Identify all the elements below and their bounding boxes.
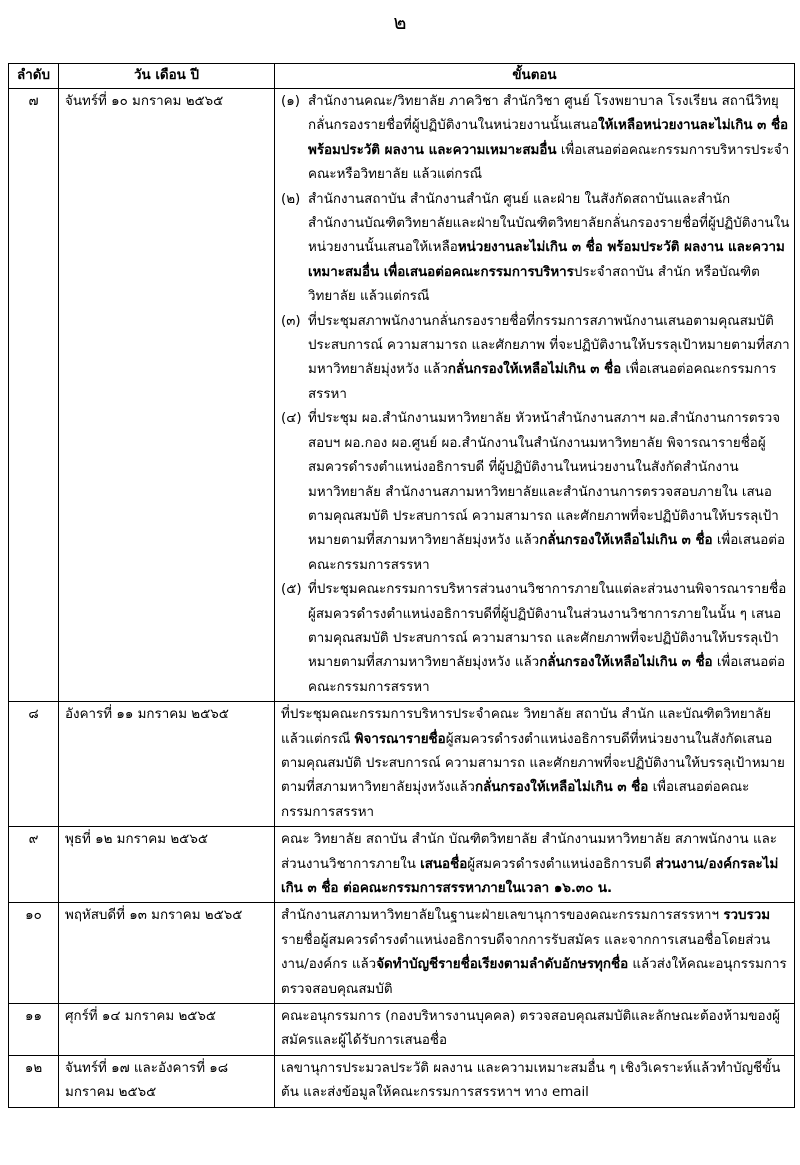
step-item	[281, 90, 790, 188]
step-item	[281, 828, 790, 901]
step-item-label: (๓)	[281, 313, 301, 329]
step-text: คณะอนุกรรมการ (กองบริหารงานบุคคล) ตรวจสอบคุณสมบัติและลักษณะต้องห้ามของผู้สมัครและผู้ได้รับการเสนอชื่อ	[281, 1009, 780, 1049]
step-text: ที่ประชุมคณะกรรมการบริหารส่วนงานวิชาการภายในแต่ละส่วนงานพิจารณารายชื่อผู้สมควรดำรงตำแหน่งอธิการบดีที่ผู้ปฏิบัติงานในส่วนงานวิชาการภายในนั้น ๆ เสนอตามคุณสมบัติ ประสบการณ์ ความสามารถ และศักยภาพที่จะปฏิบัติงานให้บรรลุเป้าหมายตามที่สภามหาวิทยาลัยมุ่งหวัง แล้ว	[308, 582, 787, 671]
step-item-label: (๑)	[281, 94, 300, 109]
step-text-emphasis: พิจารณารายชื่อ	[354, 731, 446, 747]
row-step-description	[275, 903, 795, 1004]
page-number: ๒	[393, 10, 407, 34]
step-text: ที่ประชุม ผอ.สำนักงานมหาวิทยาลัย หัวหน้าสำนักงานสภาฯ ผอ.สำนักงานการตรวจสอบฯ ผอ.กอง ผอ.ศูนย์ ผอ.สำนักงานในสำนักงานมหาวิทยาลัย พิจารณารายชื่อผู้สมควรดำรงตำแหน่งอธิการบดี ที่ผู้ปฏิบัติงานในหน่วยงานในสังกัดสำนักงานมหาวิทยาลัย สำนักงานสภามหาวิทยาลัยและสำนักงานการตรวจสอบภายใน เสนอตามคุณสมบัติ ประสบการณ์ ความสามารถ และศักยภาพที่จะปฏิบัติงานให้บรรลุเป้าหมายตามที่สภามหาวิทยาลัยมุ่งหวัง แล้ว	[308, 411, 781, 549]
step-text: สำนักงานสภามหาวิทยาลัยในฐานะฝ่ายเลขานุการของคณะกรรมการสรรหาฯ	[281, 908, 724, 924]
step-item	[281, 188, 790, 310]
step-text-emphasis: กลั่นกรองให้เหลือไม่เกิน ๓ ชื่อ	[474, 780, 649, 796]
step-text: เพื่อเสนอต่อคณะกรรมการสรรหา	[281, 780, 750, 820]
header-date: วัน เดือน ปี	[59, 64, 275, 89]
step-text-emphasis: กลั่นกรองให้เหลือไม่เกิน ๓ ชื่อ	[447, 362, 622, 378]
step-text: รายชื่อผู้สมควรดำรงตำแหน่งอธิการบดีจากการรับสมัคร และจากการเสนอชื่อโดยส่วนงาน/องค์กร แล้ว	[281, 932, 771, 973]
row-step-description	[275, 89, 795, 702]
step-text-emphasis: รวบรวม	[723, 908, 771, 924]
row-order-number: ๑๑	[9, 1004, 59, 1056]
row-order-number: ๑๒	[9, 1055, 59, 1107]
step-item-label: (๕)	[281, 582, 302, 598]
step-item	[281, 578, 790, 700]
step-text: สำนักงานสถาบัน สำนักงานสำนัก ศูนย์ และฝ่าย ในสังกัดสถาบันและสำนัก สำนักงานบัณฑิตวิทยาลัยและฝ่ายในบัณฑิตวิทยาลัยกลั่นกรองรายชื่อที่ผู้ปฏิบัติงานในหน่วยงานนั้นเสนอให้เหลือ	[308, 191, 790, 256]
header-order: ลำดับ	[9, 64, 59, 89]
row-order-number: ๘	[9, 702, 59, 827]
step-text: ผู้สมควรดำรงตำแหน่งอธิการบดีที่หน่วยงานในสังกัดเสนอตามคุณสมบัติ ประสบการณ์ ความสามารถ และศักยภาพที่จะปฏิบัติงานให้บรรลุเป้าหมายตามที่สภามหาวิทยาลัยมุ่งหวังแล้ว	[281, 731, 785, 796]
step-item	[281, 904, 790, 1002]
row-step-description	[275, 1004, 795, 1056]
step-text-emphasis: ส่วนงาน/องค์กรละไม่เกิน ๓ ชื่อ ต่อคณะกรรมการสรรหาภายในเวลา ๑๖.๓๐ น.	[281, 856, 779, 896]
table-row	[9, 702, 795, 827]
step-text: คณะ วิทยาลัย สถาบัน สำนัก บัณฑิตวิทยาลัย สำนักงานมหาวิทยาลัย สภาพนักงาน และส่วนงานวิชาการภายใน	[281, 832, 777, 872]
step-text-emphasis: จัดทำบัญชีรายชื่อเรียงตามลำดับอักษรทุกชื่อ	[376, 957, 629, 973]
step-text: เลขานุการประมวลประวัติ ผลงาน และความเหมาะสมอื่น ๆ เชิงวิเคราะห์แล้วทำบัญชีขั้นต้น และส่งข้อมูลให้คณะกรรมการสรรหาฯ ทาง email	[281, 1060, 781, 1101]
row-date: อังคารที่ ๑๑ มกราคม ๒๕๖๕	[59, 702, 275, 827]
row-date: จันทร์ที่ ๑๗ และอังคารที่ ๑๘ มกราคม ๒๕๖๕	[59, 1055, 275, 1107]
row-order-number: ๑๐	[9, 903, 59, 1004]
step-text: เพื่อเสนอต่อคณะกรรมการสรรหา	[308, 655, 785, 695]
step-text: เพื่อเสนอต่อคณะกรรมการสรรหา	[308, 362, 777, 402]
step-item	[281, 703, 790, 825]
row-order-number: ๗	[9, 89, 59, 702]
step-text: แล้วส่งให้คณะอนุกรรมการตรวจสอบคุณสมบัติ	[281, 957, 787, 997]
step-text-emphasis: ให้เหลือหน่วยงานละไม่เกิน ๓ ชื่อ พร้อมประวัติ ผลงาน และความเหมาะสมอื่น	[308, 118, 789, 158]
table-row	[9, 1004, 795, 1056]
step-text: ผู้สมควรดำรงตำแหน่งอธิการบดี	[467, 856, 656, 872]
step-item	[281, 407, 790, 578]
table-row	[9, 827, 795, 903]
step-text-emphasis: หน่วยงานละไม่เกิน ๓ ชื่อ พร้อมประวัติ ผลงาน และความเหมาะสมอื่น เพื่อเสนอต่อคณะกรรมการบริหาร	[308, 240, 785, 280]
row-date: จันทร์ที่ ๑๐ มกราคม ๒๕๖๕	[59, 89, 275, 702]
step-item-label: (๔)	[281, 411, 302, 427]
step-item	[281, 1005, 790, 1054]
step-text: ที่ประชุมคณะกรรมการบริหารประจำคณะ วิทยาลัย สถาบัน สำนัก และบัณฑิตวิทยาลัย แล้วแต่กรณี	[281, 707, 772, 747]
step-item	[281, 310, 790, 408]
row-step-description	[275, 702, 795, 827]
step-text: สำนักงานคณะ/วิทยาลัย ภาควิชา สำนักวิชา ศูนย์ โรงพยาบาล โรงเรียน สถานีวิทยุ กลั่นกรองรายชื่อที่ผู้ปฏิบัติงานในหน่วยงานนั้นเสนอ	[308, 94, 779, 134]
step-item-label: (๒)	[281, 191, 301, 207]
table-row	[9, 89, 795, 702]
step-text-emphasis: กลั่นกรองให้เหลือไม่เกิน ๓ ชื่อ	[539, 533, 713, 549]
row-date: พฤหัสบดีที่ ๑๓ มกราคม ๒๕๖๕	[59, 903, 275, 1004]
step-item	[281, 1057, 790, 1106]
row-date: ศุกร์ที่ ๑๔ มกราคม ๒๕๖๕	[59, 1004, 275, 1056]
table-row	[9, 903, 795, 1004]
step-text: เพื่อเสนอต่อคณะกรรมการบริหารประจำคณะหรือวิทยาลัย แล้วแต่กรณี	[308, 142, 790, 183]
header-step: ขั้นตอน	[275, 64, 795, 89]
table-body	[9, 89, 795, 1108]
row-step-description	[275, 1055, 795, 1107]
row-order-number: ๙	[9, 827, 59, 903]
step-text-emphasis: เสนอชื่อ	[420, 856, 468, 872]
row-date: พุธที่ ๑๒ มกราคม ๒๕๖๕	[59, 827, 275, 903]
step-text: ที่ประชุมสภาพนักงานกลั่นกรองรายชื่อที่กรรมการสภาพนักงานเสนอตามคุณสมบัติ ประสบการณ์ ความสามารถ และศักยภาพ ที่จะปฏิบัติงานให้บรรลุเป้าหมายตามที่สภามหาวิทยาลัยมุ่งหวัง แล้ว	[308, 313, 790, 378]
step-text: เพื่อเสนอต่อคณะกรรมการสรรหา	[308, 533, 785, 573]
step-text-emphasis: กลั่นกรองให้เหลือไม่เกิน ๓ ชื่อ	[539, 655, 713, 671]
row-step-description	[275, 827, 795, 903]
table-header-row	[9, 64, 795, 89]
schedule-table	[8, 63, 795, 1108]
step-text: ประจำสถาบัน สำนัก หรือบัณฑิตวิทยาลัย แล้วแต่กรณี	[308, 264, 760, 305]
table-row	[9, 1055, 795, 1107]
